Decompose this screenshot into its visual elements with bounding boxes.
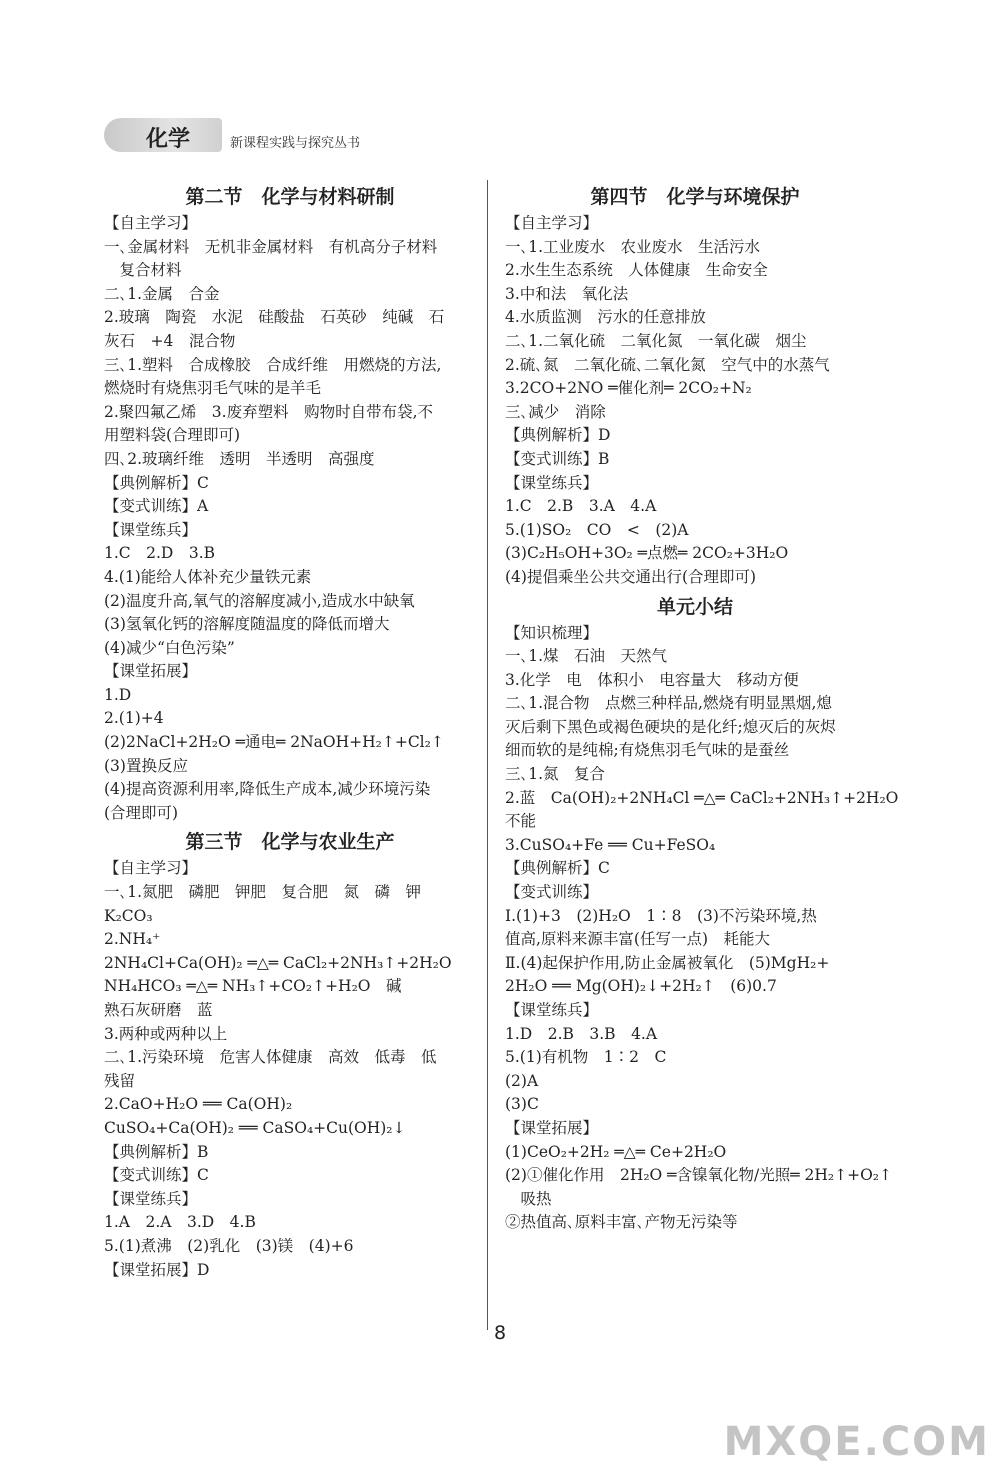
answer-line: 1.C 2.D 3.B (104, 544, 216, 563)
answer-line: 二､1.金属 合金 (104, 284, 220, 303)
answer-line: 4.(1)能给人体补充少量铁元素 (104, 567, 312, 586)
answer-line: NH₄HCO₃ ═△═ NH₃↑+CO₂↑+H₂O 碱 (104, 977, 402, 996)
series-title: 新课程实践与探究丛书 (230, 136, 361, 151)
answer-line: 4.水质监测 污水的任意排放 (505, 308, 706, 327)
answer-line: 三､减少 消除 (505, 402, 606, 421)
section-heading: 第三节 化学与农业生产 (185, 831, 395, 854)
answer-line: 【课堂拓展】D (104, 1260, 210, 1279)
answer-line: (2)温度升高,氧气的溶解度减小,造成水中缺氧 (104, 591, 415, 610)
answer-line: (3)C₂H₅OH+3O₂ ═点燃═ 2CO₂+3H₂O (505, 544, 789, 563)
answer-line: 值高,原料来源丰富(任写一点) 耗能大 (505, 930, 771, 949)
answer-line: 2.蓝 Ca(OH)₂+2NH₄Cl ═△═ CaCl₂+2NH₃↑+2H₂O (505, 788, 899, 807)
answer-line: (2)2NaCl+2H₂O ═通电═ 2NaOH+H₂↑+Cl₂↑ (104, 733, 444, 752)
answer-line: 1.D (104, 685, 132, 704)
section-heading: 第四节 化学与环境保护 (590, 186, 800, 208)
answer-line: 【典例解析】B (104, 1142, 209, 1161)
answer-line: 【典例解析】C (505, 859, 610, 878)
answer-line: 细而软的是纯棉;有烧焦羽毛气味的是蚕丝 (505, 741, 790, 760)
answer-line: 2.NH₄⁺ (104, 930, 161, 949)
answer-line: 【自主学习】 (104, 859, 198, 878)
answer-line: 【知识梳理】 (505, 623, 599, 642)
watermark-logo: MXQE.COM (723, 1419, 990, 1465)
answer-line: 二､1.混合物 点燃三种样品,燃烧有明显黑烟,熄 (505, 694, 832, 713)
answer-line: 三､1.氮 复合 (505, 765, 606, 784)
answer-line: 【课堂练兵】 (505, 1001, 599, 1019)
answer-line: (3)置换反应 (104, 756, 188, 775)
answer-line: CuSO₄+Ca(OH)₂ ══ CaSO₄+Cu(OH)₂↓ (104, 1118, 406, 1137)
answer-line: 【课堂练兵】 (104, 1189, 198, 1208)
answer-line: (4)减少“白色污染” (104, 638, 235, 657)
answer-line: (1)CeO₂+2H₂ ═△═ Ce+2H₂O (505, 1142, 727, 1161)
answer-line: 【自主学习】 (104, 214, 198, 232)
answer-line: 3.CuSO₄+Fe ══ Cu+FeSO₄ (505, 835, 716, 854)
answer-line: 【典例解析】C (104, 473, 209, 492)
answer-line: 【变式训练】B (505, 449, 610, 468)
answer-line: 2.(1)+4 (104, 709, 164, 728)
section-heading: 第二节 化学与材料研制 (185, 186, 395, 208)
answer-line: 灭后剩下黑色或褐色硬块的是化纤;熄灭后的灰烬 (505, 717, 836, 736)
subject-label: 化学 (146, 127, 191, 152)
answer-line: 复合材料 (104, 261, 182, 280)
answer-line: 2.聚四氟乙烯 3.废弃塑料 购物时自带布袋,不 (104, 402, 434, 421)
answer-line: 二､1.二氧化硫 二氧化氮 一氧化碳 烟尘 (505, 331, 807, 350)
answer-line: 2.硫､氮 二氧化硫､二氧化氮 空气中的水蒸气 (505, 355, 830, 374)
answer-line: 【课堂练兵】 (104, 520, 198, 539)
answer-line: (3)C (505, 1095, 539, 1114)
page-number: 8 (493, 1322, 507, 1344)
answer-line: 【课堂拓展】 (505, 1118, 599, 1137)
answer-line: 5.(1)SO₂ CO < (2)A (505, 520, 689, 539)
answer-line: 【变式训练】C (104, 1166, 209, 1185)
answer-line: 2.玻璃 陶瓷 水泥 硅酸盐 石英砂 纯碱 石 (104, 308, 445, 327)
answer-line: 2.水生生态系统 人体健康 生命安全 (505, 261, 768, 280)
right-column (505, 180, 899, 1235)
answer-line: 一､1.工业废水 农业废水 生活污水 (505, 237, 761, 256)
answer-line: 【典例解析】D (505, 426, 611, 445)
answer-line: 燃烧时有烧焦羽毛气味的是羊毛 (104, 379, 322, 398)
answer-line: 二､1.污染环境 危害人体健康 高效 低毒 低 (104, 1048, 437, 1067)
subject-badge (104, 118, 222, 152)
answer-line: 灰石 +4 混合物 (104, 331, 236, 350)
answer-line: 2NH₄Cl+Ca(OH)₂ ═△═ CaCl₂+2NH₃↑+2H₂O (104, 953, 452, 972)
answer-line: 3.两种或两种以上 (104, 1024, 228, 1043)
answer-line: K₂CO₃ (104, 906, 153, 925)
answer-line: 【课堂练兵】 (505, 473, 599, 492)
answer-line: (4)提倡乘坐公共交通出行(合理即可) (505, 567, 757, 586)
answer-line: 【变式训练】A (104, 497, 209, 516)
answer-line: (2)A (505, 1071, 539, 1090)
answer-line: 1.C 2.B 3.A 4.A (505, 497, 657, 516)
answer-line: 残留 (104, 1071, 136, 1090)
answer-line: 3.化学 电 体积小 电容量大 移动方便 (505, 670, 799, 689)
column-divider (487, 180, 488, 1330)
section-heading: 单元小结 (656, 595, 733, 618)
answer-line: 【变式训练】 (505, 883, 599, 902)
answer-line: (2)①催化作用 2H₂O ═含镍氧化物/光照═ 2H₂↑+O₂↑ (505, 1166, 892, 1185)
answer-line: 一､金属材料 无机非金属材料 有机高分子材料 (104, 237, 438, 256)
answer-line: 2.CaO+H₂O ══ Ca(OH)₂ (104, 1095, 293, 1114)
answer-line: 用塑料袋(合理即可) (104, 426, 241, 445)
answer-line: Ⅰ.(1)+3 (2)H₂O 1∶8 (3)不污染环境,热 (505, 906, 817, 925)
answer-line: 吸热 (505, 1189, 552, 1208)
answer-line: 1.A 2.A 3.D 4.B (104, 1213, 256, 1232)
answer-line: ②热值高､原料丰富､产物无污染等 (505, 1213, 738, 1232)
answer-line: 3.2CO+2NO ═催化剂═ 2CO₂+N₂ (505, 379, 752, 398)
answer-line: 不能 (505, 812, 537, 831)
answer-line: 一､1.氮肥 磷肥 钾肥 复合肥 氮 磷 钾 (104, 883, 422, 902)
answer-line: 5.(1)煮沸 (2)乳化 (3)镁 (4)+6 (104, 1236, 354, 1255)
answer-line: (4)提高资源利用率,降低生产成本,减少环境污染 (104, 780, 431, 799)
left-column (104, 180, 476, 1282)
answer-line: 【课堂拓展】 (104, 662, 198, 681)
answer-line: (3)氢氧化钙的溶解度随温度的降低而增大 (104, 615, 390, 634)
answer-line: 一､1.煤 石油 天然气 (505, 647, 668, 666)
answer-line: (合理即可) (104, 803, 179, 822)
answer-line: 【自主学习】 (505, 214, 599, 232)
answer-line: 四､2.玻璃纤维 透明 半透明 高强度 (104, 449, 375, 468)
answer-line: 1.D 2.B 3.B 4.A (505, 1024, 658, 1043)
answer-line: 2H₂O ══ Mg(OH)₂↓+2H₂↑ (6)0.7 (505, 977, 777, 996)
answer-line: 3.中和法 氧化法 (505, 284, 629, 303)
answer-line: 5.(1)有机物 1∶2 C (505, 1048, 667, 1067)
answer-line: Ⅱ.(4)起保护作用,防止金属被氧化 (5)MgH₂+ (505, 953, 830, 972)
answer-line: 三､1.塑料 合成橡胶 合成纤维 用燃烧的方法, (104, 355, 442, 374)
answer-line: 熟石灰研磨 蓝 (104, 1001, 213, 1019)
